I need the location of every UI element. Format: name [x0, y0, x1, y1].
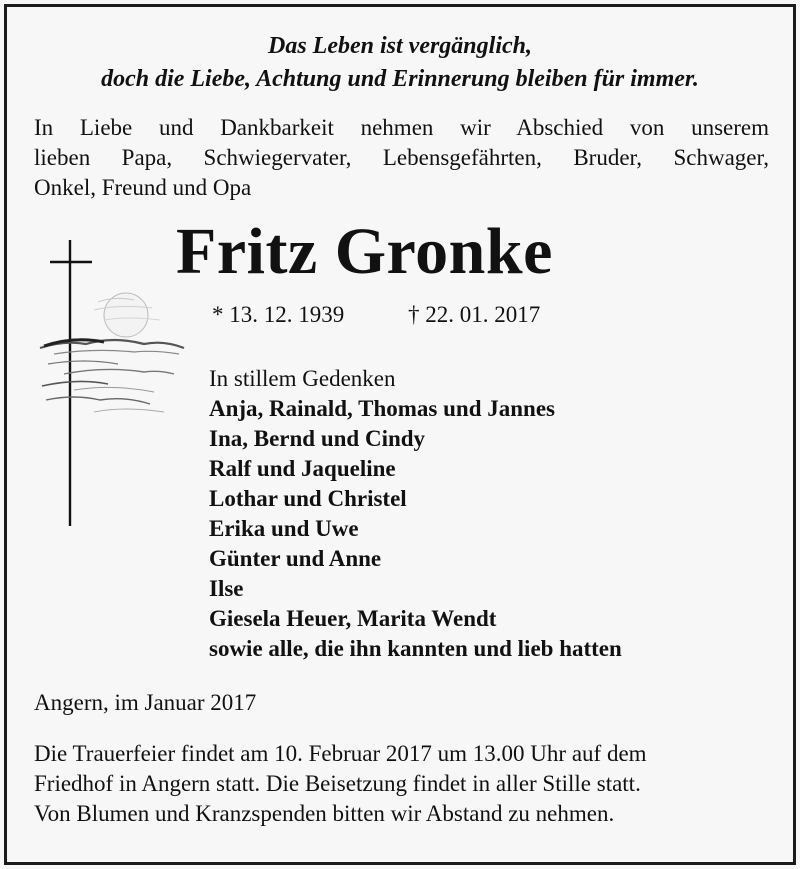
death-date: † 22. 01. 2017	[408, 302, 541, 327]
intro-line-1: In Liebe und Dankbarkeit nehmen wir Abschied von unserem	[34, 115, 769, 140]
mourner-line: Anja, Rainald, Thomas und Jannes	[209, 396, 555, 421]
motto-line-1: Das Leben ist vergänglich,	[268, 33, 532, 59]
birth-date: * 13. 12. 1939	[212, 302, 345, 327]
mourner-line: sowie alle, die ihn kannten und lieb hatten	[209, 636, 622, 661]
sun-icon	[94, 293, 160, 337]
life-dates	[212, 300, 540, 330]
mourners-heading: In stillem Gedenken	[209, 366, 396, 391]
mourner-line: Günter und Anne	[209, 546, 382, 571]
mourner-line: Giesela Heuer, Marita Wendt	[209, 606, 497, 631]
mourner-line: Ilse	[209, 576, 244, 601]
funeral-line-2: Friedhof in Angern statt. Die Beisetzung findet in aller Stille statt.	[34, 771, 641, 796]
intro-text	[34, 113, 769, 203]
funeral-info	[34, 739, 647, 829]
sea-landscape-illustration	[40, 340, 184, 412]
deceased-name: Fritz Gronke	[176, 215, 553, 288]
intro-line-3: Onkel, Freund und Opa	[34, 175, 252, 200]
mourner-line: Ralf und Jaqueline	[209, 456, 396, 481]
funeral-line-1: Die Trauerfeier findet am 10. Februar 2017 um 13.00 Uhr auf dem	[34, 741, 647, 766]
mourners-list	[209, 364, 622, 664]
motto-line-2: doch die Liebe, Achtung und Erinnerung bleiben für immer.	[101, 66, 699, 92]
mourner-line: Ina, Bernd und Cindy	[209, 426, 426, 451]
funeral-line-3: Von Blumen und Kranzspenden bitten wir Abstand zu nehmen.	[34, 801, 615, 826]
mourner-line: Erika und Uwe	[209, 516, 359, 541]
motto	[20, 30, 780, 96]
place-date: Angern, im Januar 2017	[34, 690, 257, 715]
intro-line-2: lieben Papa, Schwiegervater, Lebensgefährten, Bruder, Schwager,	[34, 145, 769, 170]
mourner-line: Lothar und Christel	[209, 486, 407, 511]
